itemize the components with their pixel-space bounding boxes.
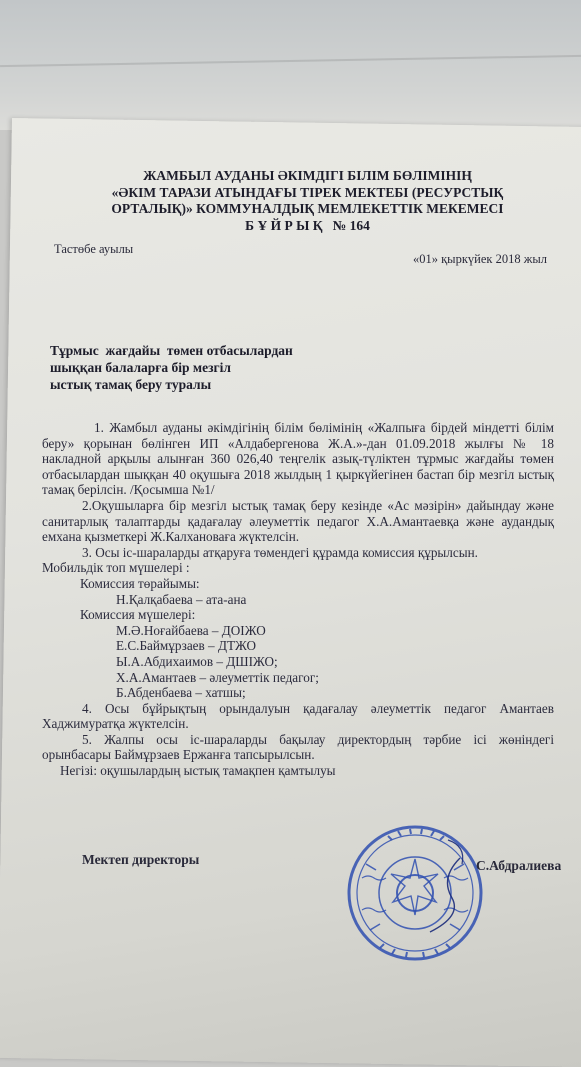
document-header [80, 168, 535, 234]
subject-line-2: шыққан балаларға бір мезгіл [50, 360, 231, 375]
commission-member: Ы.А.Абдихаимов – ДШІЖО; [116, 653, 278, 669]
subject-line-3: ыстық тамақ беру туралы [50, 377, 212, 392]
header-line-3: ОРТАЛЫҚ)» КОММУНАЛДЫҚ МЕМЛЕКЕТТІК МЕКЕМЕСІ [111, 201, 504, 216]
order-number: Б Ұ Й Р Ы Қ № 164 [245, 217, 370, 233]
mobile-group-label: Мобильдік топ мүшелері : [42, 560, 190, 576]
order-date: «01» қыркүйек 2018 жыл [412, 252, 547, 266]
paragraph-2: 2.Оқушыларға бір мезгіл ыстық тамақ беру кезінде «Ас мәзірін» дайындау және санитарлық талаптарды қадағалау әлеуметтік педагог Х.А.Амантаевқа және аудандық емхана қызметкері Ж.Калхановаға жүктелсін. [42, 497, 554, 545]
signature-name: С.Абдралиева [476, 858, 562, 873]
commission-member: Б.Абденбаева – хатшы; [116, 685, 246, 701]
official-seal-stamp [340, 818, 490, 968]
commission-chair-label: Комиссия төрайымы: [80, 575, 200, 591]
place-name: Тастөбе ауылы [54, 242, 134, 256]
subject-line-1: Тұрмыс жағдайы төмен отбасылардан [50, 343, 293, 358]
paragraph-3: 3. Осы іс-шараларды атқаруға төмендегі құрамда комиссия құрылсын. [82, 544, 478, 560]
order-subject [50, 342, 293, 393]
commission-member: Х.А.Амантаев – әлеуметтік педагог; [116, 669, 319, 685]
paragraph-5: 5. Жалпы осы іс-шараларды бақылау директордың тәрбие ісі жөніндегі орынбасары Баймұрзаев Ержанға тапсырылсын. [42, 731, 554, 763]
signature-title: Мектеп директоры [82, 852, 200, 867]
commission-chair: Н.Қалқабаева – ата-ана [116, 591, 247, 607]
commission-member: Е.С.Баймұрзаев – ДТЖО [116, 638, 257, 654]
commission-member: М.Ә.Ноғайбаева – ДОІЖО [116, 622, 266, 638]
header-line-2: «ӘКІМ ТАРАЗИ АТЫНДАҒЫ ТІРЕК МЕКТЕБІ (РЕСУРСТЫҚ [111, 184, 504, 200]
order-body [42, 420, 554, 779]
header-line-1: ЖАМБЫЛ АУДАНЫ ӘКІМДІГІ БІЛІМ БӨЛІМІНІҢ [143, 168, 472, 183]
paragraph-4: 4. Осы бұйрықтың орындалуын қадағалау әлеуметтік педагог Амантаев Хаджимуратқа жүктелсін. [42, 700, 554, 732]
commission-members-label: Комиссия мүшелері: [80, 607, 196, 623]
paragraph-1: 1. Жамбыл ауданы әкімдігінің білім бөлімінің «Жалпыға бірдей міндетті білім беру» қорынан бөлінген ИП «Алдабергенова Ж.А.»-дан 01.09.2018 жылғы № 18 накладной арқылы алынған 360 026,40 теңгелік азық-түліктен тұрмыс жағдайы төмен отбасылардан шыққан 40 оқушыға 2018 жылдың 1 қыркүйегінен бастап бір мезгіл ыстық тамақ берілсін. /Қосымша №1/ [42, 420, 554, 498]
basis-line: Негізі: оқушылардың ыстық тамақпен қамтылуы [60, 763, 336, 779]
